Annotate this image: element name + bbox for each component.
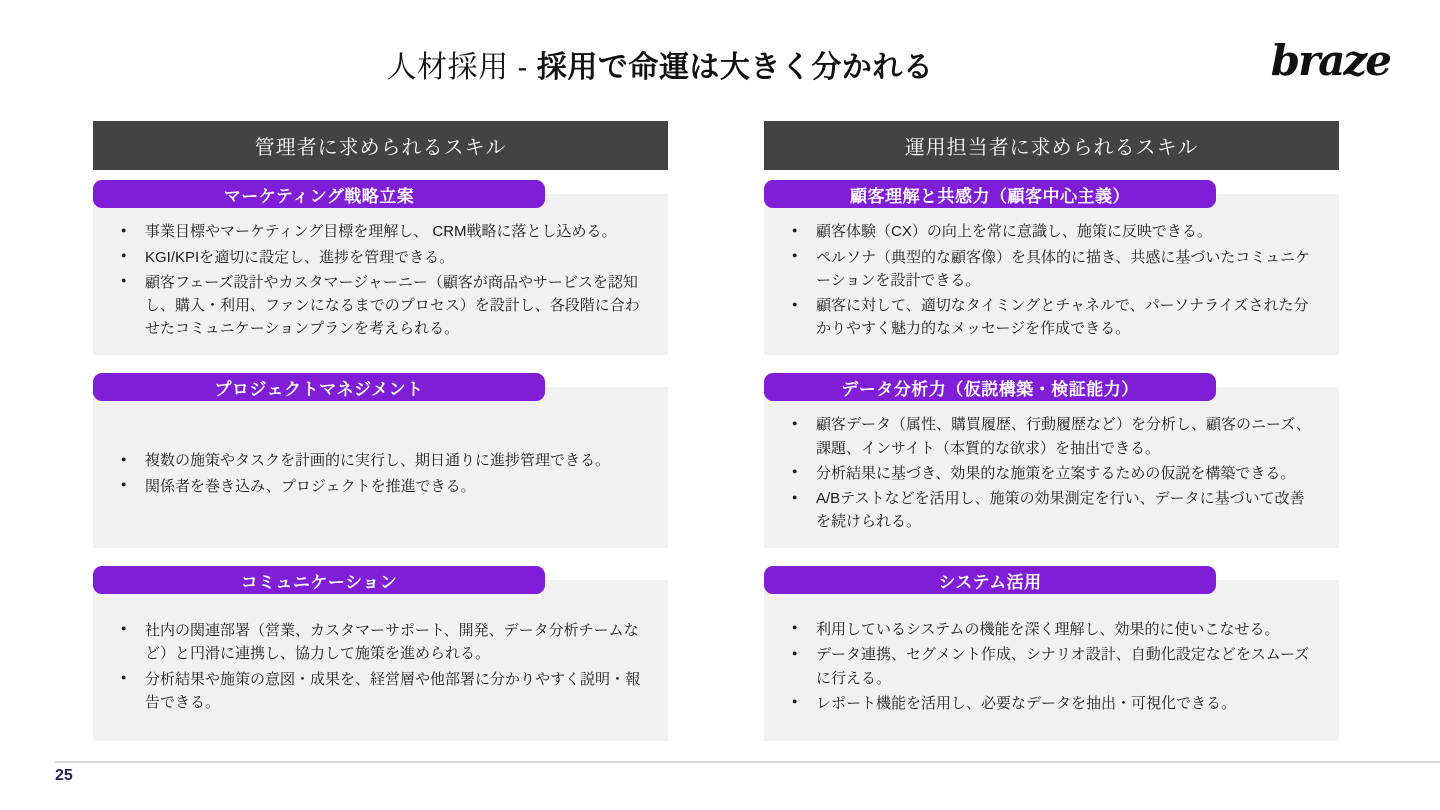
column-sections — [764, 180, 1339, 741]
skill-section — [93, 566, 668, 741]
skill-pill-label: システム活用 — [764, 566, 1216, 594]
skills-column — [764, 121, 1339, 741]
footer-divider — [55, 761, 1440, 763]
bullet-item: ● 分析結果に基づき、効果的な施策を立案するための仮説を構築できる。 — [786, 462, 1313, 485]
skill-section — [93, 373, 668, 548]
skill-block — [93, 194, 668, 355]
bullet-item: ● 分析結果や施策の意図・成果を、経営層や他部署に分かりやすく説明・報告できる。 — [115, 668, 642, 715]
bullet-list — [786, 218, 1313, 342]
bullet-item: ● KGI/KPIを適切に設定し、進捗を管理できる。 — [115, 246, 642, 269]
bullet-list — [786, 411, 1313, 535]
braze-logo: braze — [1270, 36, 1390, 85]
skill-pill-label: 顧客理解と共感力（顧客中心主義） — [764, 180, 1216, 208]
bullet-item: ● 関係者を巻き込み、プロジェクトを推進できる。 — [115, 475, 642, 498]
bullet-item: ● 顧客体験（CX）の向上を常に意識し、施策に反映できる。 — [786, 220, 1313, 243]
bullet-list — [115, 218, 642, 342]
column-header: 運用担当者に求められるスキル — [764, 121, 1339, 170]
skill-block — [93, 387, 668, 548]
bullet-list — [786, 616, 1313, 717]
skill-section — [764, 373, 1339, 548]
skills-columns — [93, 121, 1339, 741]
skills-column — [93, 121, 668, 741]
title-prefix: 人材採用 - — [386, 51, 537, 84]
page-number: 25 — [55, 767, 73, 784]
skill-pill-label: マーケティング戦略立案 — [93, 180, 545, 208]
bullet-item: ● A/Bテストなどを活用し、施策の効果測定を行い、データに基づいて改善を続けられる。 — [786, 487, 1313, 534]
page-title — [0, 42, 1320, 86]
bullet-item: ● レポート機能を活用し、必要なデータを抽出・可視化できる。 — [786, 692, 1313, 715]
bullet-list — [115, 447, 642, 500]
skill-block — [764, 387, 1339, 548]
skill-block — [764, 194, 1339, 355]
column-header: 管理者に求められるスキル — [93, 121, 668, 170]
skill-block — [764, 580, 1339, 741]
bullet-item: ● ペルソナ（典型的な顧客像）を具体的に描き、共感に基づいたコミュニケーションを設計できる。 — [786, 246, 1313, 293]
bullet-item: ● 顧客フェーズ設計やカスタマージャーニー（顧客が商品やサービスを認知し、購入・利用、ファンになるまでのプロセス）を設計し、各段階に合わせたコミュニケーションプランを考えられる。 — [115, 271, 642, 341]
bullet-item: ● 顧客に対して、適切なタイミングとチャネルで、パーソナライズされた分かりやすく魅力的なメッセージを作成できる。 — [786, 294, 1313, 341]
skill-pill-label: コミュニケーション — [93, 566, 545, 594]
title-emphasis: 採用で命運は大きく分かれる — [536, 51, 934, 84]
bullet-item: ● 利用しているシステムの機能を深く理解し、効果的に使いこなせる。 — [786, 618, 1313, 641]
skill-pill-label: プロジェクトマネジメント — [93, 373, 545, 401]
skill-block — [93, 580, 668, 741]
skill-pill-label: データ分析力（仮説構築・検証能力） — [764, 373, 1216, 401]
skill-section — [93, 180, 668, 355]
bullet-item: ● 顧客データ（属性、購買履歴、行動履歴など）を分析し、顧客のニーズ、課題、インサイト（本質的な欲求）を抽出できる。 — [786, 413, 1313, 460]
bullet-item: ● 複数の施策やタスクを計画的に実行し、期日通りに進捗管理できる。 — [115, 449, 642, 472]
bullet-item: ● 事業目標やマーケティング目標を理解し、 CRM戦略に落とし込める。 — [115, 220, 642, 243]
column-sections — [93, 180, 668, 741]
bullet-list — [115, 617, 642, 716]
bullet-item: ● 社内の関連部署（営業、カスタマーサポート、開発、データ分析チームなど）と円滑に連携し、協力して施策を進められる。 — [115, 619, 642, 666]
bullet-item: ● データ連携、セグメント作成、シナリオ設計、自動化設定などをスムーズに行える。 — [786, 643, 1313, 690]
skill-section — [764, 180, 1339, 355]
skill-section — [764, 566, 1339, 741]
